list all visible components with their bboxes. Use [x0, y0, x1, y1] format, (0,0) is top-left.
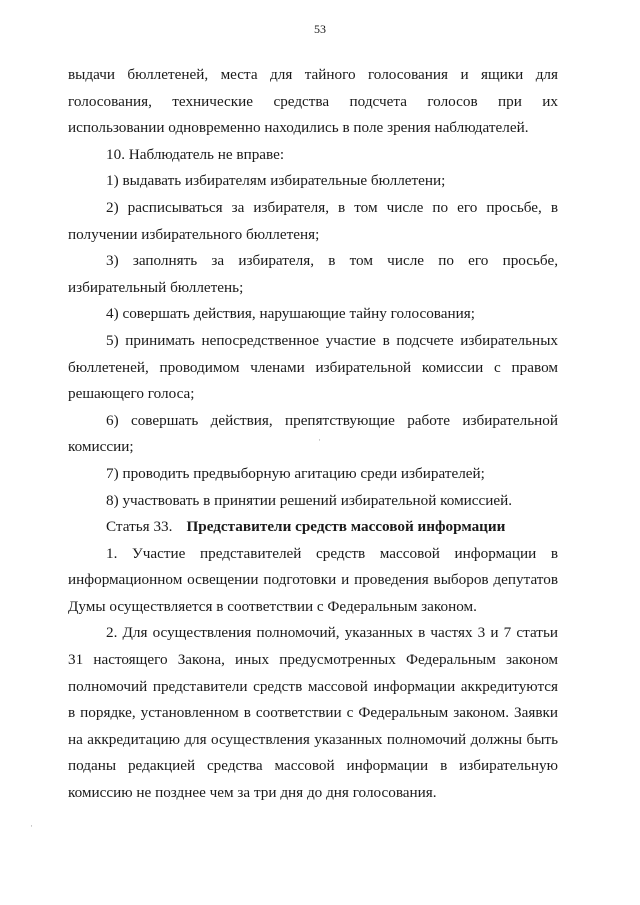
list-item: 2) расписываться за избирателя, в том числе по его просьбе, в получении избирательного бюллетеня;	[68, 198, 558, 243]
page-number: 53	[314, 22, 326, 36]
list-item: 1) выдавать избирателям избирательные бюллетени;	[106, 172, 446, 190]
article-label: Статья 33.	[106, 518, 173, 536]
scan-speck: ·	[30, 821, 33, 831]
article-paragraph: 2. Для осуществления полномочий, указанных в частях 3 и 7 статьи 31 настоящего Закона, иных предусмотренных Федеральным законом полномочий представители средств массовой информации аккредитуются в порядке, установленном в соответствии с Федеральным законом. Заявки на аккредитацию для осуществления указанных полномочий должны быть поданы редакцией средства массовой информации в избирательную комиссию не позднее чем за три дня до дня голосования.	[68, 624, 558, 802]
document-body	[68, 62, 558, 807]
scan-speck: ·	[318, 435, 321, 445]
article-paragraph: 1. Участие представителей средств массовой информации в информационном освещении подготовки и проведения выборов депутатов Думы осуществляется в соответствии с Федеральным законом.	[68, 544, 558, 615]
list-item: 8) участвовать в принятии решений избирательной комиссией.	[106, 491, 513, 509]
list-item: 4) совершать действия, нарушающие тайну голосования;	[106, 305, 475, 323]
article-title: Представители средств массовой информации	[186, 518, 506, 536]
list-item: 5) принимать непосредственное участие в подсчете избирательных бюллетеней, проводимом членами избирательной комиссии с правом решающего голоса;	[68, 331, 558, 403]
list-item: 6) совершать действия, препятствующие работе избирательной комиссии;	[68, 411, 558, 456]
article-heading	[68, 514, 558, 541]
list-item: 7) проводить предвыборную агитацию среди избирателей;	[106, 464, 485, 482]
list-item: 3) заполнять за избирателя, в том числе по его просьбе, избирательный бюллетень;	[68, 252, 558, 296]
paragraph-continuation: выдачи бюллетеней, места для тайного голосования и ящики для голосования, технические средства подсчета голосов при их использовании одновременно находились в поле зрения наблюдателей.	[68, 66, 558, 137]
paragraph-item-10: 10. Наблюдатель не вправе:	[106, 145, 285, 163]
